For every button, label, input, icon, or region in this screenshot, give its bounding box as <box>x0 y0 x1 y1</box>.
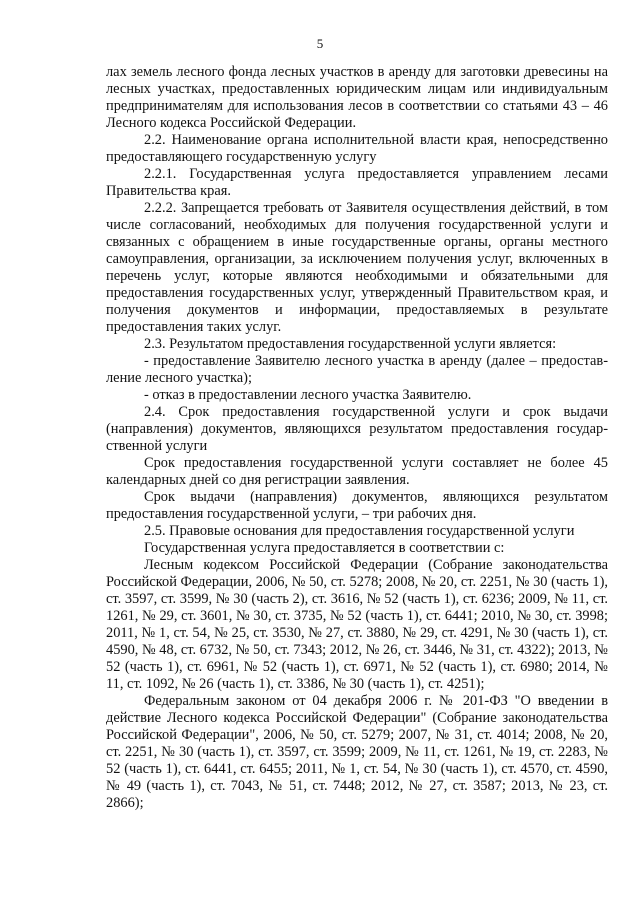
paragraph: лах земель лесного фонда лесных участков в аренду для заготовки древесины на лесных участках, предоставленных юридическим лицам или индивидуальным предпринимателям для использования лесов в соответствии со статьями 43 – 46 Лесного кодекса Российской Федерации. <box>106 64 608 131</box>
list-item: - предоставление Заявителю лесного участка в аренду (далее – предоставление лесного участка); <box>106 353 608 386</box>
section-heading: 2.3. Результатом предоставления государственной услуги является: <box>144 336 557 352</box>
legal-reference: Федеральным законом от 04 декабря 2006 г. № 201-ФЗ "О введении в действие Лесного кодекса Российской Федерации" (Собрание законодательства Российской Федерации", 2006, № 50, ст. 5279; 2007, № 31, ст. 4014; 2008, № 20, ст. 2251, № 30 (часть 1), ст. 3597, ст. 3599; 2009, № 11, ст. 1261, № 19, ст. 2283, № 52 (часть 1), ст. 6441, ст. 6455; 2011, № 1, ст. 54, № 30 (часть 1), ст. 4570, ст. 4590, № 49 (часть 1), ст. 7043, № 51, ст. 7448; 2012, № 27, ст. 3587; 2013, № 23, ст. 2866); <box>106 693 608 811</box>
paragraph: Срок выдачи (направления) документов, являющихся результатом предоставления государственной услуги, – три рабочих дня. <box>106 489 608 522</box>
document-body <box>106 64 608 812</box>
paragraph: Государственная услуга предоставляется в соответствии с: <box>144 540 505 556</box>
section-heading: 2.4. Срок предоставления государственной услуги и срок выдачи (направления) документов, являющихся результатом предоставления государственной услуги <box>106 404 608 454</box>
page-number: 5 <box>316 36 324 51</box>
paragraph: 2.2.2. Запрещается требовать от Заявителя осуществления действий, в том числе согласований, необходимых для получения государственной услуги и связанных с обращением в иные государственные органы, органы местного самоуправления, организации, за исключением получения услуг, включенных в перечень услуг, которые являются необходимыми и обязательными для предоставления государственных услуг, утвержденный Правительством края, и получения документов и информации, предоставляемых в результате предоставления таких услуг. <box>106 200 608 335</box>
paragraph: 2.2.1. Государственная услуга предоставляется управлением лесами Правительства края. <box>106 166 608 199</box>
section-heading: 2.2. Наименование органа исполнительной власти края, непосредственно предоставляющего государственную услугу <box>106 132 608 165</box>
legal-reference: Лесным кодексом Российской Федерации (Собрание законодательства Российской Федерации, 2006, № 50, ст. 5278; 2008, № 20, ст. 2251, № 30 (часть 1), ст. 3597, ст. 3599, № 30 (часть 2), ст. 3616, № 52 (часть 1), ст. 6236; 2009, № 11, ст. 1261, № 29, ст. 3601, № 30, ст. 3735, № 52 (часть 1), ст. 6441; 2010, № 30, ст. 3998; 2011, № 1, ст. 54, № 25, ст. 3530, № 27, ст. 3880, № 29, ст. 4291, № 30 (часть 1), ст. 4590, № 48, ст. 6732, № 50, ст. 7343; 2012, № 26, ст. 3446, № 31, ст. 4322); 2013, № 52 (часть 1), ст. 6961, № 52 (часть 1), ст. 6971, № 52 (часть 1), ст. 6980; 2014, № 11, ст. 1092, № 26 (часть 1), ст. 3386, № 30 (часть 1), ст. 4251); <box>106 557 608 692</box>
paragraph: Срок предоставления государственной услуги составляет не более 45 календарных дней со дня регистрации заявления. <box>106 455 608 488</box>
list-item: - отказ в предоставлении лесного участка Заявителю. <box>144 387 472 403</box>
section-heading: 2.5. Правовые основания для предоставления государственной услуги <box>144 523 575 539</box>
